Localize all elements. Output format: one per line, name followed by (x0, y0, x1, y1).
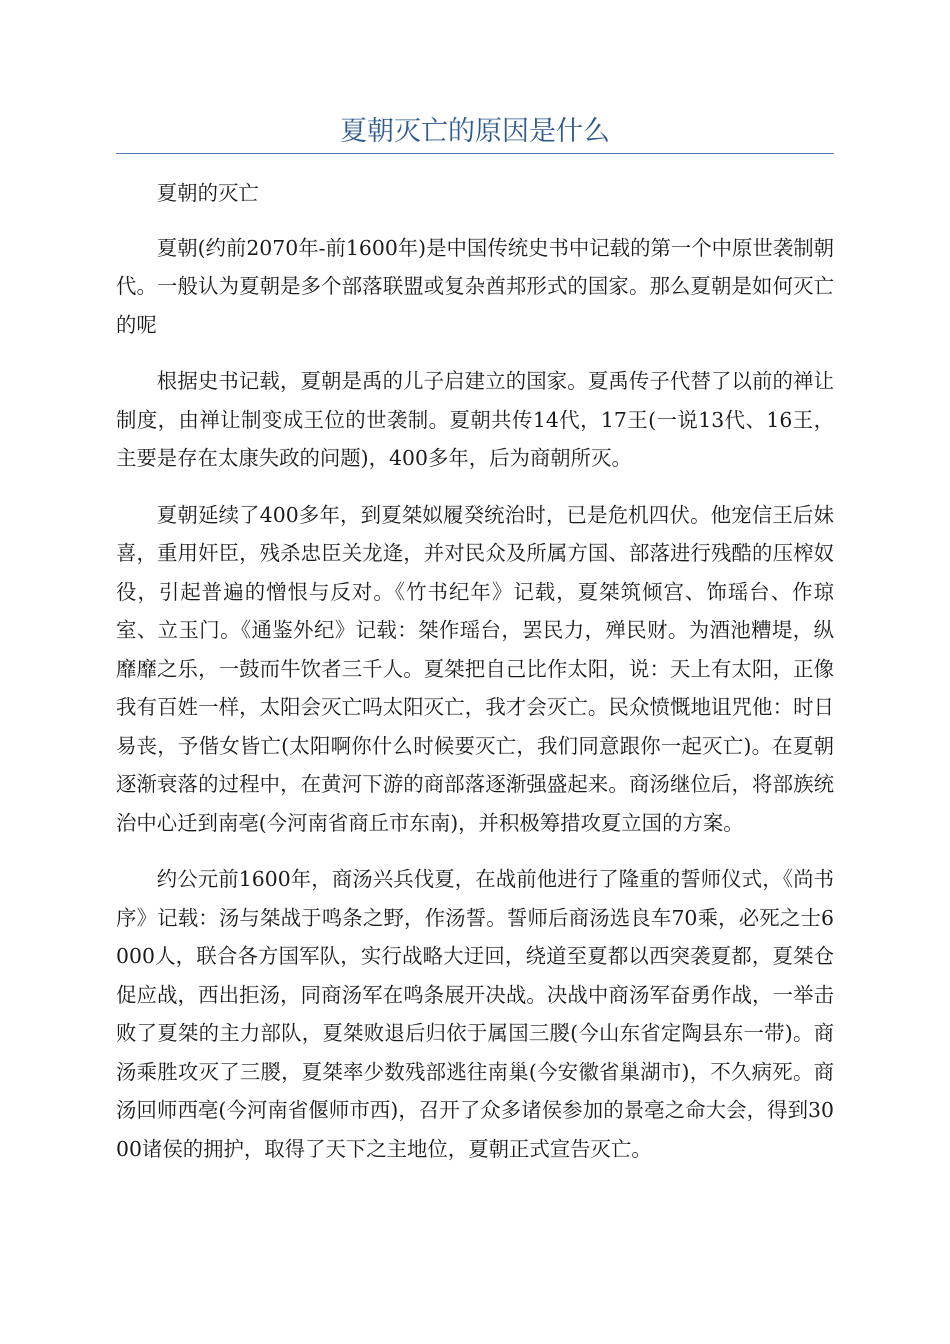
section-heading: 夏朝的灭亡 (156, 181, 259, 205)
paragraph-intro: 夏朝(约前2070年-前1600年)是中国传统史书中记载的第一个中原世袭制朝代。一般认为夏朝是多个部落联盟或复杂酋邦形式的国家。那么夏朝是如何灭亡的呢 (116, 235, 834, 337)
paragraph-founding: 根据史书记载，夏朝是禹的儿子启建立的国家。夏禹传子代替了以前的禅让制度，由禅让制变成王位的世袭制。夏朝共传14代，17王(一说13代、16王，主要是存在太康失政的问题)，400多年，后为商朝所灭。 (116, 369, 834, 470)
document-body (116, 174, 834, 1186)
title-underline (116, 153, 834, 154)
paragraph-decline: 夏朝延续了400多年，到夏桀姒履癸统治时，已是危机四伏。他宠信王后妹喜，重用奸臣，残杀忠臣关龙逄，并对民众及所属方国、部落进行残酷的压榨奴役，引起普遍的憎恨与反对。《竹书纪年》记载，夏桀筑倾宫、饰瑶台、作琼室、立玉门。《通鉴外纪》记载：桀作瑶台，罢民力，殚民财。为酒池糟堤，纵靡靡之乐，一鼓而牛饮者三千人。夏桀把自己比作太阳，说：天上有太阳，正像我有百姓一样，太阳会灭亡吗太阳灭亡，我才会灭亡。民众愤慨地诅咒他：时日易丧，予偕女皆亡(太阳啊你什么时候要灭亡，我们同意跟你一起灭亡)。在夏朝逐渐衰落的过程中，在黄河下游的商部落逐渐强盛起来。商汤继位后，将部族统治中心迁到南亳(今河南省商丘市东南)，并积极筹措攻夏立国的方案。 (116, 502, 834, 835)
paragraph-fall: 约公元前1600年，商汤兴兵伐夏，在战前他进行了隆重的誓师仪式，《尚书序》记载：汤与桀战于鸣条之野，作汤誓。誓师后商汤选良车70乘，必死之士6000人，联合各方国军队，实行战略大迂回，绕道至夏都以西突袭夏都，夏桀仓促应战，西出拒汤，同商汤军在鸣条展开决战。决战中商汤军奋勇作战，一举击败了夏桀的主力部队，夏桀败退后归依于属国三朡(今山东省定陶县东一带)。商汤乘胜攻灭了三朡，夏桀率少数残部逃往南巢(今安徽省巢湖市)，不久病死。商汤回师西亳(今河南省偃师市西)，召开了众多诸侯参加的景亳之命大会，得到3000诸侯的拥护，取得了天下之主地位，夏朝正式宣告灭亡。 (116, 867, 834, 1161)
page-title: 夏朝灭亡的原因是什么 (340, 116, 610, 147)
